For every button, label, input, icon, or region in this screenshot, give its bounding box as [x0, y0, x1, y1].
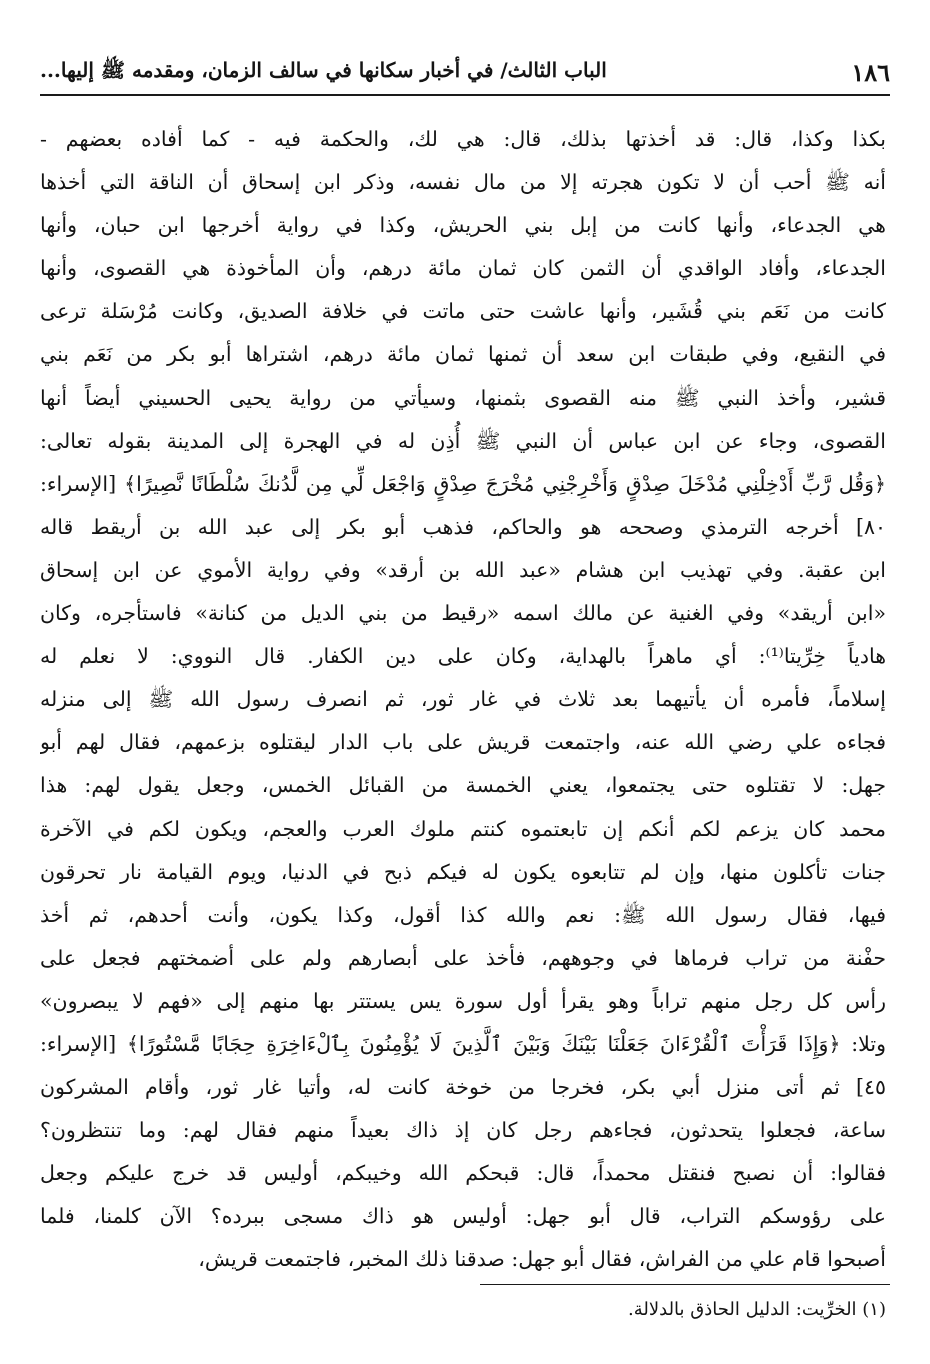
text-line: هادياً خِرِّيتا⁽¹⁾: أي ماهراً بالهداية، وكان على دين الكفار. قال النووي: لا نعلم له	[40, 644, 886, 669]
text-line: في النقيع، وفي طبقات ابن سعد أن ثمنها ثمان مائة درهم، اشتراها أبو بكر من نَعَم بني	[40, 342, 886, 367]
text-line: فقالوا: أن نصبح فنقتل محمداً، قال: قبحكم الله وخيبكم، أوليس قد خرج عليكم وجعل	[40, 1161, 886, 1186]
text-line: القصوى، وجاء عن ابن عباس أن النبي ﷺ أُذِن له في الهجرة إلى المدينة بقوله تعالى:	[40, 428, 886, 453]
footnote: (١) الخرِّيت: الدليل الحاذق بالدلالة.	[628, 1299, 886, 1320]
text-line: بكذا وكذا، قال: قد أخذتها بذلك، قال: هي لك، والحكمة فيه - كما أفاده بعضهم -	[40, 127, 886, 151]
text-line: رأس كل رجل منهم تراباً وهو يقرأ أول سورة يس يستتر بها منهم إلى «فهم لا يبصرون»	[40, 988, 886, 1013]
text-line: فجاءه علي رضي الله عنه، واجتمعت قريش على باب الدار ليقتلوه بزعمهم، فقال لهم أبو	[40, 730, 886, 755]
page-number: ١٨٦	[851, 57, 890, 87]
header-rule	[40, 94, 890, 96]
footnote-rule	[480, 1284, 890, 1285]
text-line: «ابن أريقد» وفي الغنية عن مالك اسمه «رقيط من بني الديل من كنانة» فاستأجره، وكان	[40, 601, 886, 626]
text-line: ساعة، فجعلوا يتحدثون، فجاءهم رجل كان إذ ذاك بعيداً منهم فقال لهم: وما تنتظرون؟	[40, 1118, 886, 1143]
text-line: ٤٥] ثم أتى منزل أبي بكر، فخرجا من خوخة كانت له، وأتيا غار ثور، وأقام المشركون	[40, 1075, 886, 1100]
text-line: حفْنة من تراب فرماها في وجوههم، فأخذ على أبصارهم ولم على أضمختهم فجعل على	[40, 945, 886, 970]
text-line: وتلا: ﴿وَإِذَا قَرَأْتَ ٱلْقُرْءَانَ جَعَلْنَا بَيْنَكَ وَبَيْنَ ٱلَّذِينَ لَا يُؤْمِنُونَ بِٱلْءَاخِرَةِ حِجَابًا مَّسْتُورًا﴾ [الإسراء:	[40, 1031, 886, 1056]
text-line: قشير، وأخذ النبي ﷺ منه القصوى بثمنها، وسيأتي من رواية يحيى الحسيني أيضاً أنها	[40, 385, 886, 410]
body-text	[40, 118, 886, 1282]
text-line: على رؤوسكم التراب، قال أبو جهل: أوليس هو ذاك مسجى ببرده؟ الآن كلمنا، فلما	[40, 1204, 886, 1229]
page-header	[40, 52, 890, 92]
text-line: جهل: لا تقتلوه حتى يجتمعوا، يعني الخمسة من القبائل الخمس، وجعل يقول لهم: هذا	[40, 773, 886, 798]
text-line: أنه ﷺ أحب أن لا تكون هجرته إلا من مال نفسه، وذكر ابن إسحاق أن الناقة التي أخذها	[40, 170, 886, 195]
text-line: الجدعاء، وأفاد الواقدي أن الثمن كان ثمان مائة درهم، وأن المأخوذة هي القصوى، وأنها	[40, 256, 886, 281]
running-title: الباب الثالث/ في أخبار سكانها في سالف الزمان، ومقدمه ﷺ إليها...	[40, 57, 607, 82]
text-line: ﴿وَقُل رَّبِّ أَدْخِلْنِي مُدْخَلَ صِدْقٍ وَأَخْرِجْنِي مُخْرَجَ صِدْقٍ وَاجْعَل لِّي مِن لَّدُنكَ سُلْطَانًا نَّصِيرًا﴾ [الإسراء:	[40, 471, 886, 496]
text-line: كانت من نَعَم بني قُشَير، وأنها عاشت حتى ماتت في خلافة الصديق، وكانت مُرْسَلة ترعى	[40, 299, 886, 324]
text-line: جنات تأكلون منها، وإن لم تتابعوه يكون له فيكم ذبح في الدنيا، ويوم القيامة نار تحرقون	[40, 859, 886, 884]
text-line: محمد كان يزعم لكم أنكم إن تابعتموه كنتم ملوك العرب والعجم، ويكون لكم في الآخرة	[40, 816, 886, 841]
text-line: فيها، فقال رسول الله ﷺ: نعم والله كذا أقول، وكذا يكون، وأنت أحدهم، ثم أخذ	[40, 902, 886, 927]
text-line: أصبحوا قام علي من الفراش، فقال أبو جهل: صدقنا ذلك المخبر، فاجتمعت قريش،	[198, 1247, 886, 1272]
text-line: ابن عقبة. وفي تهذيب ابن هشام «عبد الله بن أرقد» وفي رواية الأموي عن ابن إسحاق	[40, 557, 886, 582]
text-line: ٨٠] أخرجه الترمذي وصححه هو والحاكم، فذهب أبو بكر إلى عبد الله بن أريقط قاله	[40, 514, 886, 539]
text-line: إسلاماً، فأمره أن يأتيهما بعد ثلاث في غار ثور، ثم انصرف رسول الله ﷺ إلى منزله	[40, 687, 886, 712]
text-line: هي الجدعاء، وأنها كانت من إبل بني الحريش، وكذا في رواية أخرجها ابن حبان، وأنها	[40, 213, 886, 238]
